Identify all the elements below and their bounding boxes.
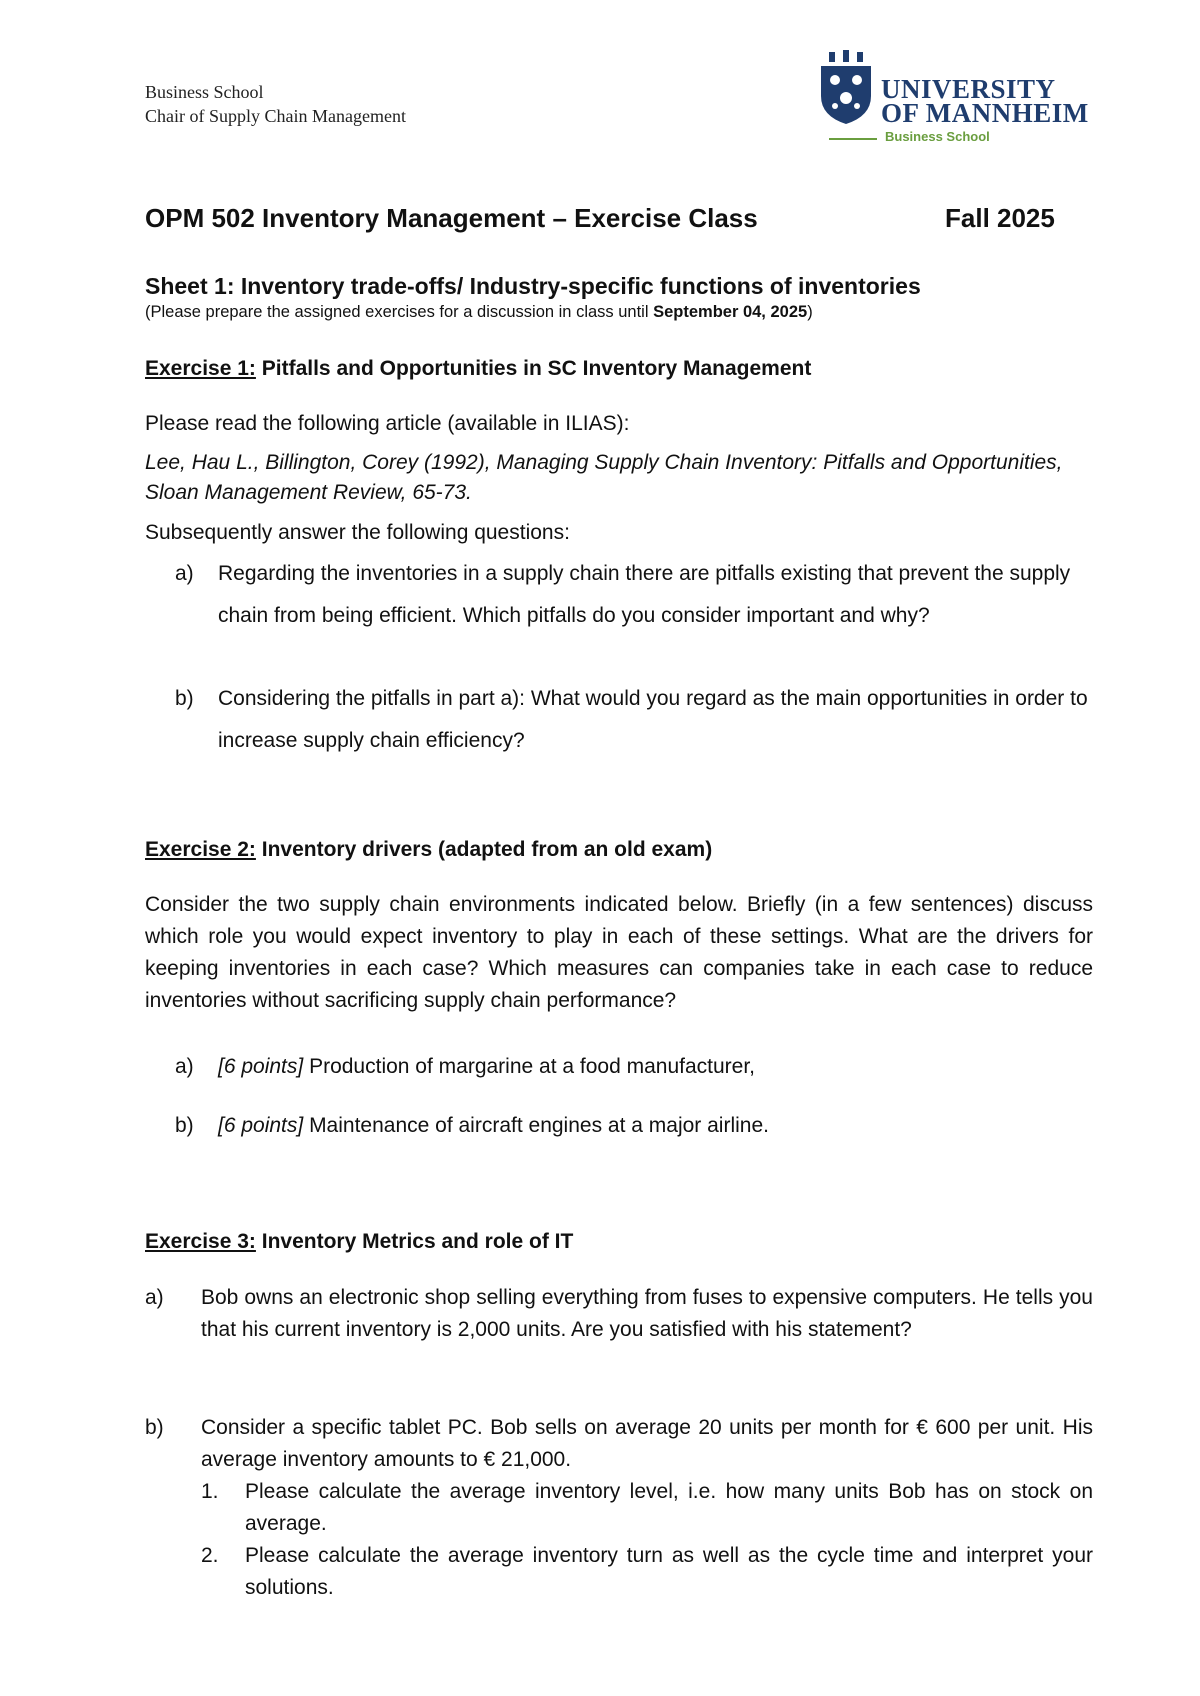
exercise1-citation: Lee, Hau L., Billington, Corey (1992), Managing Supply Chain Inventory: Pitfalls and Opportunities, Sloan Management Review, 65-73. bbox=[145, 451, 1063, 504]
exercise2-item-label: b) bbox=[175, 1114, 194, 1137]
exercise3-item-label: b) bbox=[145, 1416, 164, 1439]
sheet-heading: Sheet 1: Inventory trade-offs/ Industry-specific functions of inventories bbox=[145, 273, 921, 299]
course-title: OPM 502 Inventory Management – Exercise Class bbox=[145, 203, 758, 233]
logo-sub: Business School bbox=[885, 129, 990, 144]
exercise1-intro: Please read the following article (available in ILIAS): bbox=[145, 412, 630, 435]
header-chair: Chair of Supply Chain Management bbox=[145, 106, 406, 126]
exercise3-item-label: a) bbox=[145, 1286, 164, 1309]
exercise3-subitem-text: Please calculate the average inventory level, i.e. how many units Bob has on stock on average. bbox=[245, 1480, 1093, 1535]
exercise2-heading: Exercise 2: Inventory drivers (adapted from an old exam) bbox=[145, 838, 713, 861]
sheet-note: (Please prepare the assigned exercises for a discussion in class until September 04, 2025) bbox=[145, 303, 813, 321]
exercise3-heading: Exercise 3: Inventory Metrics and role of IT bbox=[145, 1230, 574, 1253]
term: Fall 2025 bbox=[945, 203, 1055, 233]
exercise3-subitem-label: 1. bbox=[201, 1480, 219, 1503]
exercise1-heading: Exercise 1: Pitfalls and Opportunities in SC Inventory Management bbox=[145, 357, 812, 380]
exercise1-item-label: a) bbox=[175, 562, 194, 585]
exercise1-item-text: Considering the pitfalls in part a): What would you regard as the main opportunities in order to increase supply chain efficiency? bbox=[218, 687, 1088, 752]
exercise1-item-text: Regarding the inventories in a supply chain there are pitfalls existing that prevent the supply chain from being efficient. Which pitfalls do you consider important and why? bbox=[218, 562, 1071, 627]
exercise3-item-text: Consider a specific tablet PC. Bob sells on average 20 units per month for € 600 per unit. His average inventory amounts to € 21,000. bbox=[201, 1416, 1093, 1471]
exercise3-item-text: Bob owns an electronic shop selling everything from fuses to expensive computers. He tells you that his current inventory is 2,000 units. Are you satisfied with his statement? bbox=[201, 1286, 1093, 1341]
logo-line1: UNIVERSITY bbox=[881, 74, 1056, 104]
exercise2-item-text: [6 points] Maintenance of aircraft engines at a major airline. bbox=[218, 1114, 769, 1137]
university-logo bbox=[815, 48, 1115, 148]
logo-rule bbox=[829, 138, 877, 140]
crest-icon bbox=[815, 48, 877, 128]
exercise2-item-text: [6 points] Production of margarine at a food manufacturer, bbox=[218, 1055, 755, 1078]
header-school: Business School bbox=[145, 82, 264, 102]
exercise3-subitem-text: Please calculate the average inventory turn as well as the cycle time and interpret your solutions. bbox=[245, 1544, 1093, 1599]
exercise3-subitem-label: 2. bbox=[201, 1544, 219, 1567]
exercise2-intro: Consider the two supply chain environments indicated below. Briefly (in a few sentences) discuss which role you would expect inventory to play in each of these settings. What are the drivers for keeping inventories in each case? Which measures can companies take in each case to reduce inventories without sacrificing supply chain performance? bbox=[145, 893, 1093, 1012]
exercise1-item-label: b) bbox=[175, 687, 194, 710]
logo-line2: OF MANNHEIM bbox=[881, 98, 1089, 128]
exercise2-item-label: a) bbox=[175, 1055, 194, 1078]
exercise1-lead: Subsequently answer the following questions: bbox=[145, 521, 570, 544]
